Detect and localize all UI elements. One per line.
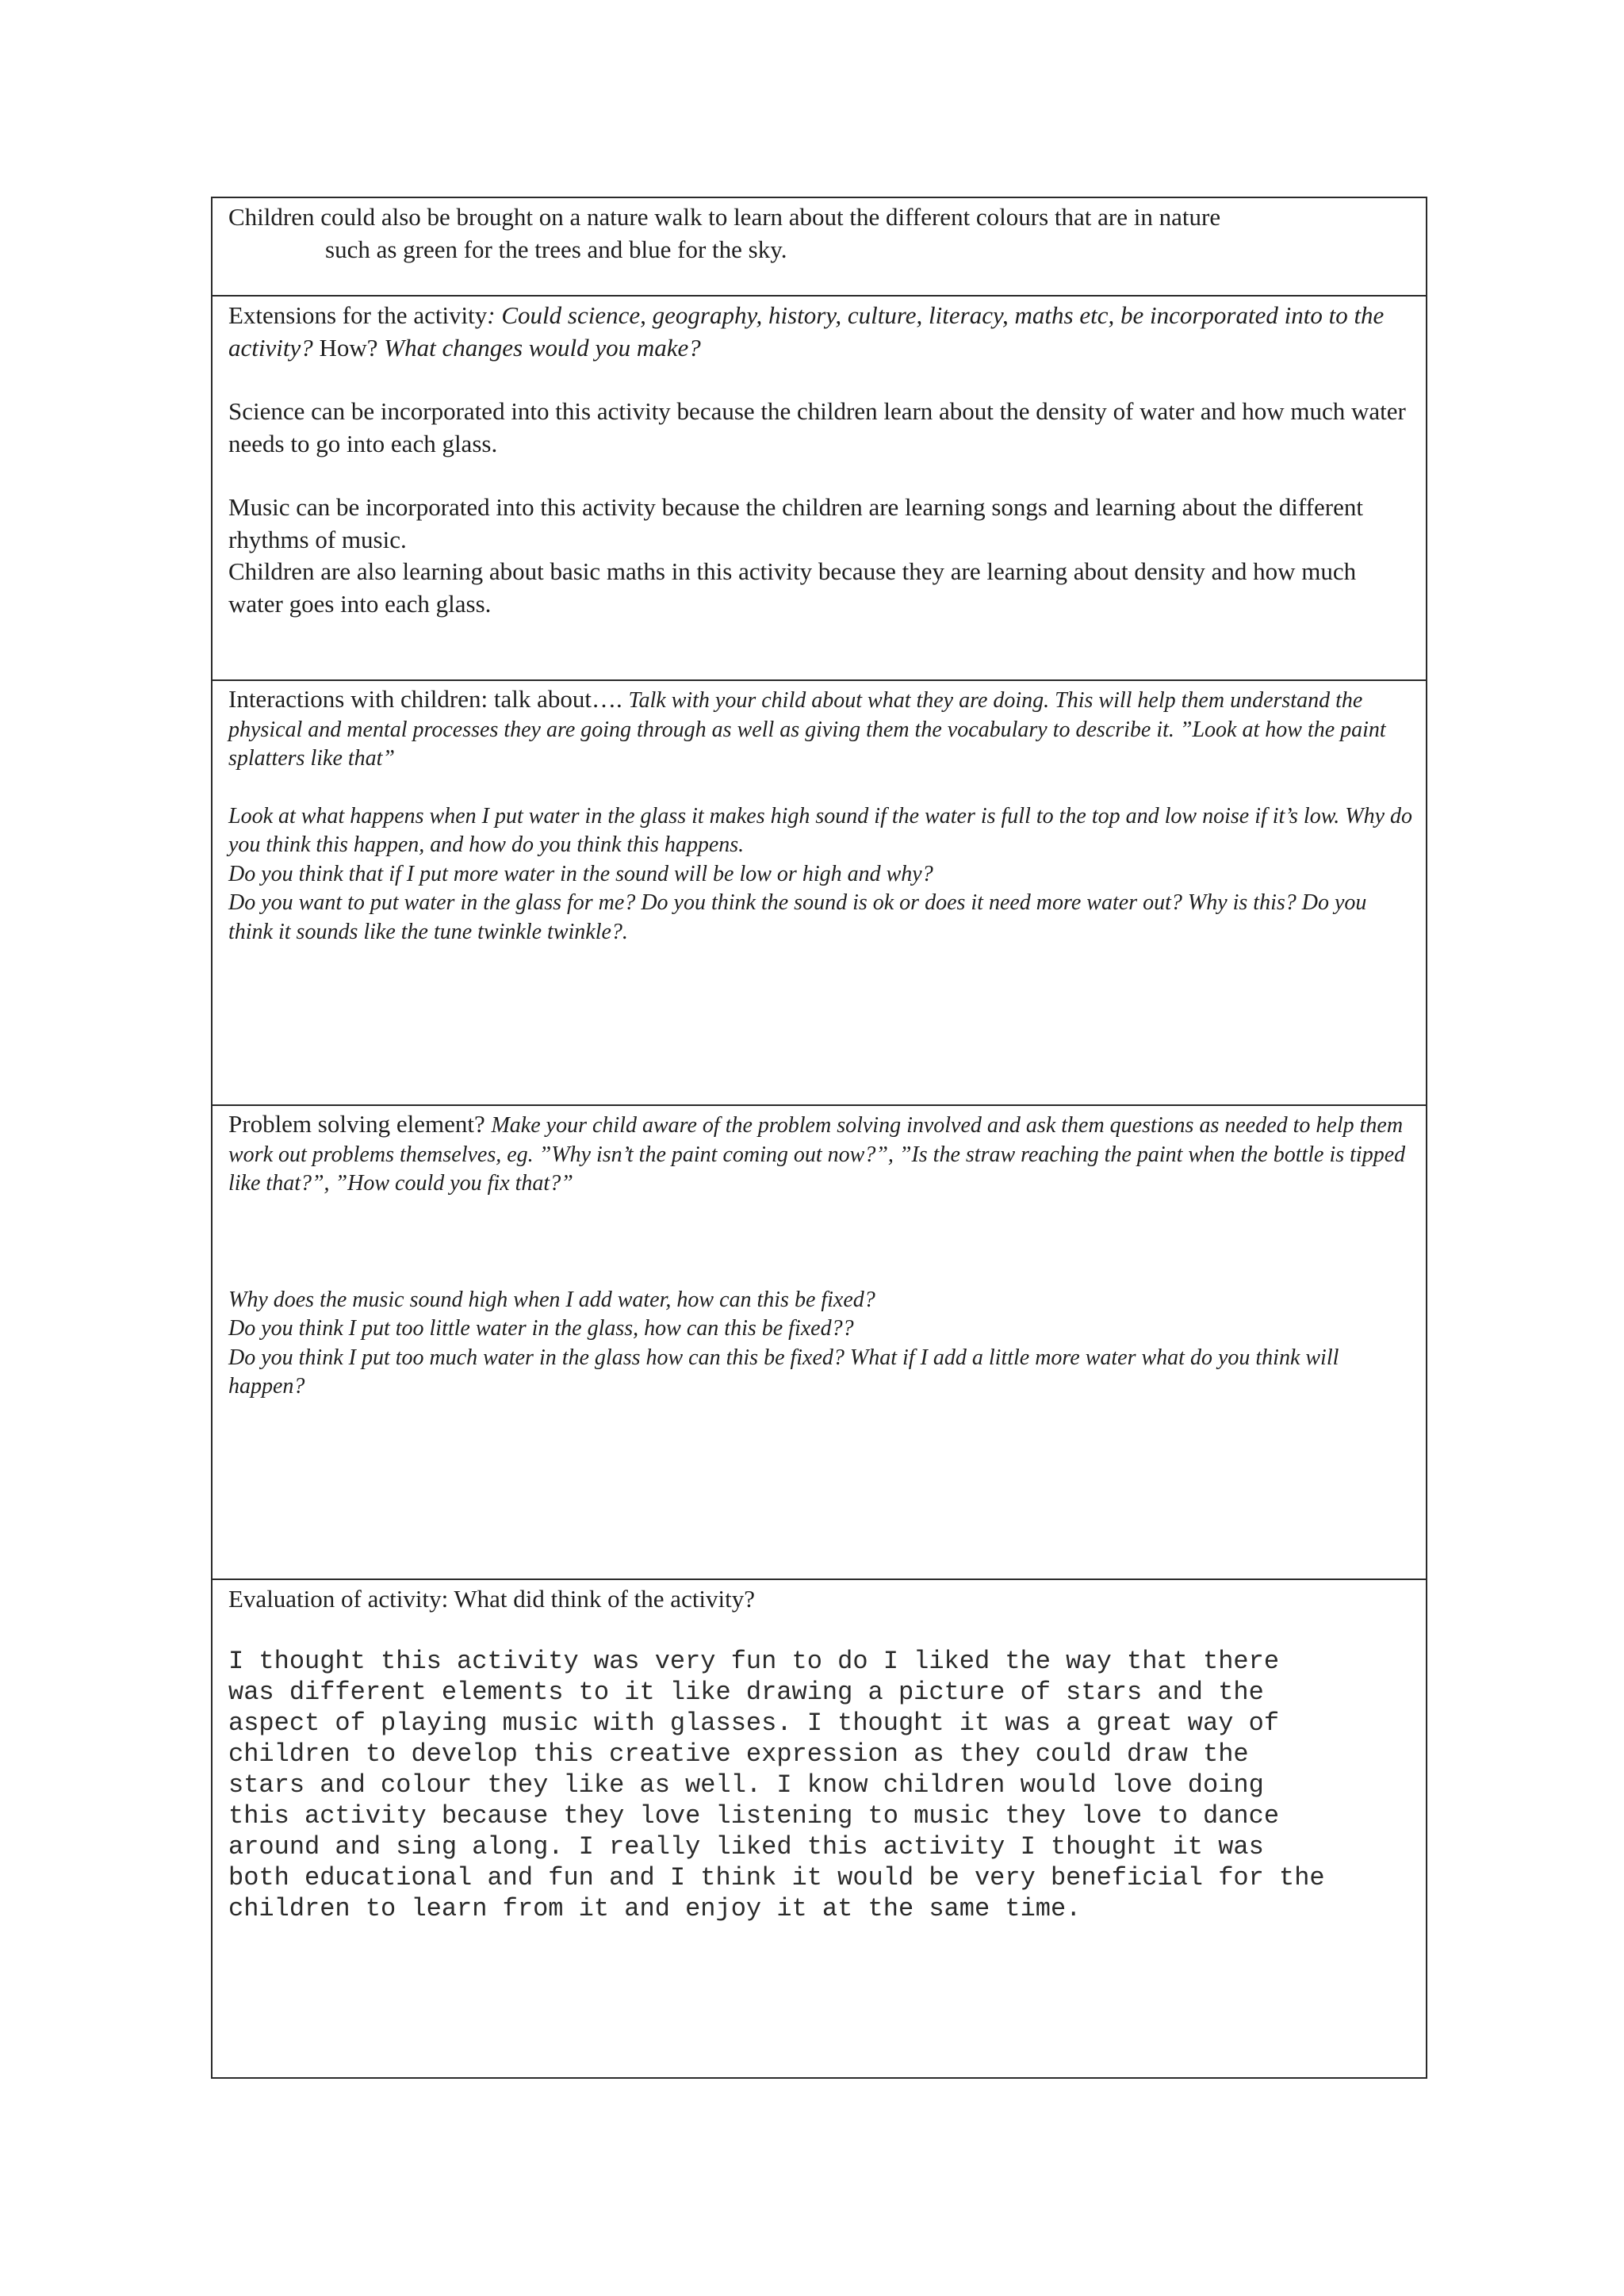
nature-walk-cell (213, 198, 1426, 297)
evaluation-line: around and sing along. I really liked this activity I thought it was (228, 1831, 1264, 1862)
extensions-prompt-2: What changes would you make? (384, 333, 701, 362)
evaluation-line: this activity because they love listening to music they love to dance (228, 1800, 1280, 1831)
interactions-cell (213, 681, 1426, 1106)
extensions-label: Extensions for the activity (228, 301, 488, 329)
problem-solving-heading (228, 1109, 1413, 1199)
evaluation-line: children to learn from it and enjoy it at the same time. (228, 1893, 1082, 1923)
extensions-prompt-1: : Could science, geography, history, culture, literacy, maths etc, be incorporated into to the activity? (228, 301, 1385, 362)
problem-solving-question-1: Why does the music sound high when I add water, how can this be fixed? (228, 1287, 875, 1312)
problem-solving-label: Problem solving element? (228, 1110, 492, 1138)
extensions-music: Music can be incorporated into this activity because the children are learning songs and learning about the different rhythms of music. (228, 493, 1363, 553)
activity-plan-table (211, 197, 1427, 2079)
interactions-label: Interactions with children: talk about…. (228, 685, 629, 713)
extensions-how: How? (312, 333, 385, 362)
evaluation-heading: Evaluation of activity: What did think of the activity? (228, 1585, 756, 1613)
evaluation-cell (213, 1580, 1426, 2077)
evaluation-line: aspect of playing music with glasses. I thought it was a great way of (228, 1708, 1280, 1738)
interactions-question-2: Do you think that if I put more water in the sound will be low or high and why? (228, 861, 933, 886)
interactions-question-1: Look at what happens when I put water in the glass it makes high sound if the water is full to the top and low noise if it’s low. Why do you think this happen, and how do you think this happens. (228, 803, 1413, 857)
evaluation-line: children to develop this creative expression as they could draw the (228, 1739, 1249, 1769)
problem-solving-question-2: Do you think I put too little water in the glass, how can this be fixed?? (228, 1316, 854, 1341)
extensions-maths: Children are also learning about basic maths in this activity because they are learning about density and how much water goes into each glass. (228, 557, 1357, 618)
evaluation-line: I thought this activity was very fun to do I liked the way that there (228, 1646, 1280, 1676)
problem-solving-cell (213, 1106, 1426, 1580)
problem-solving-question-3: Do you think I put too much water in the glass how can this be fixed? What if I add a little more water what do you think will happen? (228, 1345, 1339, 1399)
extensions-heading (228, 300, 1413, 364)
interactions-question-3: Do you want to put water in the glass for me? Do you think the sound is ok or does it need more water out? Why is this? Do you think it sounds like the tune twinkle twinkle?. (228, 890, 1367, 944)
problem-solving-prompt: Make your child aware of the problem solving involved and ask them questions as needed to help them work out problems themselves, eg. ”Why isn’t the paint coming out now?”, ”Is the straw reaching the paint when the bottle is tipped like that?”, ”How could you fix that?” (228, 1113, 1406, 1196)
interactions-heading (228, 684, 1413, 774)
interactions-prompt: Talk with your child about what they are doing. This will help them understand the physical and mental processes they are going through as well as giving them the vocabulary to describe it. ”Look at how the paint splatters like that” (228, 688, 1386, 771)
nature-walk-line-2: such as green for the trees and blue for the sky. (325, 235, 787, 263)
extensions-science: Science can be incorporated into this activity because the children learn about the density of water and how much water needs to go into each glass. (228, 397, 1406, 457)
nature-walk-line-1: Children could also be brought on a nature walk to learn about the different colours that are in nature (228, 203, 1221, 231)
evaluation-line: both educational and fun and I think it would be very beneficial for the (228, 1862, 1325, 1892)
extensions-cell (213, 297, 1426, 681)
evaluation-line: stars and colour they like as well. I know children would love doing (228, 1770, 1264, 1800)
evaluation-line: was different elements to it like drawing a picture of stars and the (228, 1677, 1264, 1707)
